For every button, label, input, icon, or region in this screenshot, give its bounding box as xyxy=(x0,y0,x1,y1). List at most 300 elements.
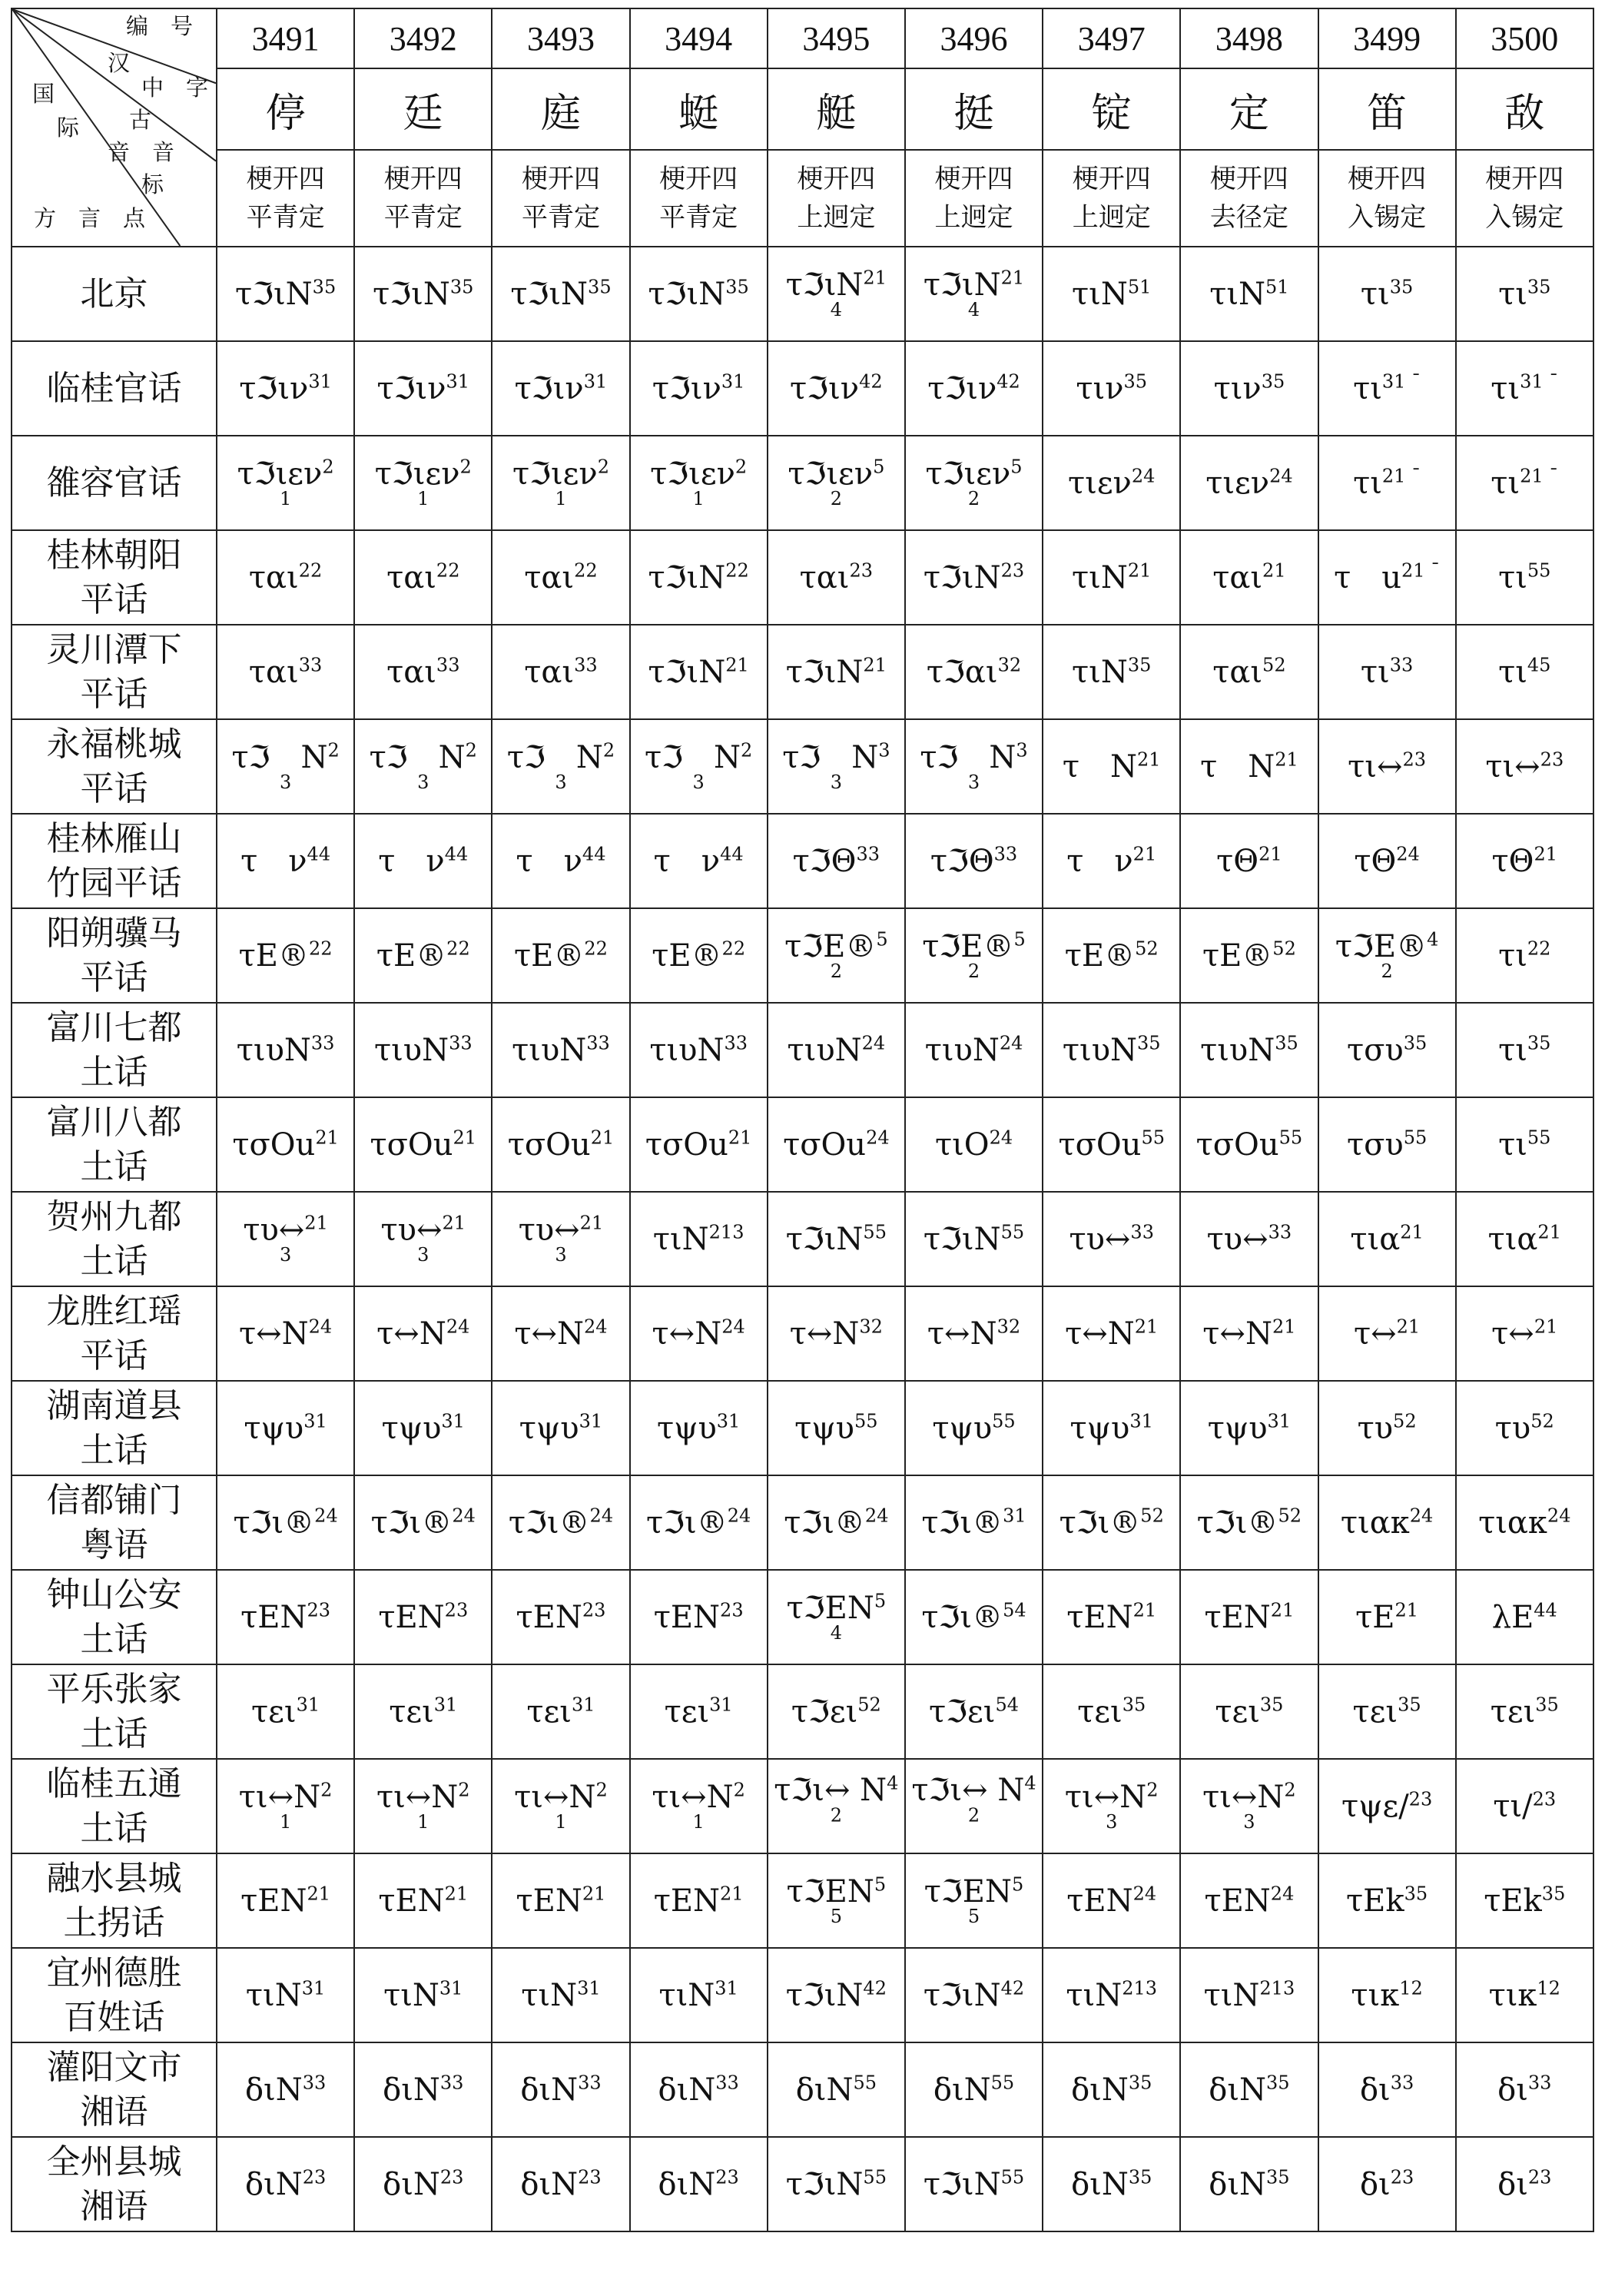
tone-value: 31 xyxy=(583,370,608,393)
ipa-transcription: τι↔ xyxy=(1348,748,1403,785)
ipa-transcription: τℑΕΝ xyxy=(786,1590,874,1626)
ipa-cell xyxy=(217,1570,354,1664)
ipa-cell xyxy=(905,1192,1043,1286)
tone-value: 22 xyxy=(721,937,746,960)
ipa-transcription: τσΟu xyxy=(783,1126,867,1163)
ipa-transcription: τℑιN xyxy=(923,559,1001,596)
tone-subscript: 1 xyxy=(692,487,705,509)
tone-value: 22 xyxy=(1527,937,1551,960)
ipa-transcription: τυ↔ xyxy=(1206,1221,1268,1257)
ipa-transcription: τιεν xyxy=(1205,465,1270,501)
ipa-cell xyxy=(1318,436,1456,530)
dialect-name xyxy=(12,1097,217,1192)
tone-value: 24 xyxy=(314,1505,338,1527)
tone-value: 21 xyxy=(1400,1221,1424,1243)
dialect-name-line2: 土话 xyxy=(80,1241,148,1281)
ipa-cell xyxy=(905,2042,1043,2137)
header-number: 3496 xyxy=(905,8,1043,68)
ipa-transcription: ται xyxy=(386,654,436,690)
ipa-transcription: τℑιεν xyxy=(374,456,460,492)
dialect-name-line1: 桂林朝阳 xyxy=(46,535,182,575)
tone-value: 12 xyxy=(1399,1977,1423,1999)
ipa-cell xyxy=(492,2137,629,2231)
tone-value: 31 xyxy=(577,1977,601,1999)
ipa-transcription: διN xyxy=(1071,2166,1129,2202)
table-row xyxy=(12,247,1593,341)
corner-label-guo: 国 xyxy=(32,81,55,107)
tone-value: 5 xyxy=(874,1590,887,1612)
tone-value: 2 xyxy=(1284,1779,1296,1801)
ipa-cell xyxy=(905,1097,1043,1192)
dialect-name-line1: 富川八都 xyxy=(46,1102,182,1142)
tone-value: 23 xyxy=(307,1599,331,1621)
tone-value: 23 xyxy=(578,2166,602,2188)
tone-value: 35 xyxy=(1122,1694,1146,1716)
ipa-cell xyxy=(768,2042,905,2137)
tone-value: 22 xyxy=(446,937,470,960)
mc-rhyme-line: 梗开四 xyxy=(659,164,738,194)
ipa-cell xyxy=(1318,1286,1456,1381)
ipa-transcription: διN xyxy=(658,2072,716,2108)
tone-value: 44 xyxy=(720,843,744,865)
ipa-transcription: τΕk xyxy=(1484,1883,1542,1919)
ipa-cell xyxy=(1180,247,1318,341)
dialect-name-line1: 湖南道县 xyxy=(46,1385,182,1425)
tone-value: 23 xyxy=(1540,748,1564,771)
tone-value: 21 xyxy=(307,1883,331,1905)
dialect-name-line1: 临桂五通 xyxy=(46,1763,182,1803)
ipa-transcription: τιN xyxy=(521,1977,578,2013)
tone-value: 23 xyxy=(582,1599,606,1621)
ipa-transcription: τιυN xyxy=(1200,1032,1275,1068)
ipa-cell xyxy=(1456,814,1593,908)
ipa-transcription: τΕΝ xyxy=(1204,1599,1271,1635)
ipa-cell xyxy=(492,1097,629,1192)
dialect-name-line2: 土话 xyxy=(80,1808,148,1848)
ipa-cell xyxy=(630,1192,768,1286)
ipa-transcription: τι↔ xyxy=(1485,748,1540,785)
ipa-cell xyxy=(492,1003,629,1097)
corner-label-gu: 古 xyxy=(129,107,152,133)
tone-value: 35 xyxy=(1128,2072,1152,2094)
tone-value: 42 xyxy=(863,1977,887,1999)
dialect-name xyxy=(12,1570,217,1664)
ipa-cell xyxy=(1180,1097,1318,1192)
table-row xyxy=(12,625,1593,719)
tone-value: 21 xyxy=(1132,843,1157,865)
ipa-cell xyxy=(1043,1192,1180,1286)
tone-value: 21 xyxy=(1534,1316,1558,1338)
ipa-cell xyxy=(217,2042,354,2137)
ipa-transcription: τℑιν xyxy=(927,370,997,406)
tone-value: 21 xyxy=(720,1883,744,1905)
ipa-transcription: τℑιN xyxy=(234,276,313,312)
ipa-cell xyxy=(1456,1570,1593,1664)
dialect-name-line1: 宜州德胜 xyxy=(46,1953,182,1992)
ipa-cell xyxy=(905,1759,1043,1853)
ipa-transcription: διN xyxy=(244,2072,303,2108)
tone-value: 52 xyxy=(857,1694,881,1716)
ipa-cell xyxy=(1180,814,1318,908)
dialect-name-line2: 平话 xyxy=(80,1335,148,1375)
ipa-cell xyxy=(1180,341,1318,436)
ipa-transcription: τσΟu xyxy=(1058,1126,1142,1163)
tone-value: 54 xyxy=(995,1694,1020,1716)
ipa-cell xyxy=(217,247,354,341)
ipa-transcription: τℑι® xyxy=(921,1599,1003,1635)
ipa-transcription: τιΟ xyxy=(934,1126,990,1163)
ipa-cell xyxy=(1180,1003,1318,1097)
tone-value: 33 xyxy=(1389,654,1414,676)
mc-rhyme-line: 梗开四 xyxy=(1348,164,1427,194)
ipa-cell xyxy=(768,341,905,436)
ipa-transcription: τι xyxy=(1498,937,1527,974)
ipa-transcription: τιυN xyxy=(236,1032,311,1068)
ipa-cell xyxy=(630,1003,768,1097)
dialect-name-line2: 平话 xyxy=(80,674,148,714)
ipa-cell xyxy=(905,1853,1043,1948)
ipa-cell xyxy=(217,1097,354,1192)
ipa-cell xyxy=(905,1003,1043,1097)
ipa-cell xyxy=(905,1381,1043,1475)
dialect-name xyxy=(12,2137,217,2231)
ipa-cell xyxy=(1180,1664,1318,1759)
ipa-cell xyxy=(1180,1381,1318,1475)
ipa-transcription: τι/ xyxy=(1493,1788,1533,1824)
ipa-cell xyxy=(630,1097,768,1192)
ipa-transcription: τ ν xyxy=(653,843,721,879)
ipa-transcription: τΕΝ xyxy=(1066,1883,1133,1919)
tone-value: 24 xyxy=(721,1316,745,1338)
header-row-numbers xyxy=(12,8,1593,68)
ipa-cell xyxy=(492,436,629,530)
tone-subscript: 3 xyxy=(279,1243,292,1266)
ipa-cell xyxy=(492,247,629,341)
ipa-transcription: τ↔N xyxy=(789,1316,860,1352)
tone-value: 21 xyxy=(1534,843,1558,865)
ipa-cell xyxy=(768,530,905,625)
tone-value: 35 xyxy=(449,276,474,298)
tone-value: 21 xyxy=(579,1212,604,1234)
ipa-cell xyxy=(1318,1381,1456,1475)
ipa-cell xyxy=(1043,625,1180,719)
ipa-transcription: τει xyxy=(664,1694,710,1730)
ipa-transcription: τ N xyxy=(1200,748,1275,785)
tone-value: 21 xyxy=(1127,559,1152,582)
ipa-cell xyxy=(905,2137,1043,2231)
tone-subscript: 4 xyxy=(967,298,980,320)
ipa-cell xyxy=(1318,1192,1456,1286)
tone-value: 21 xyxy=(863,654,887,676)
ipa-transcription: διN xyxy=(795,2072,854,2108)
tone-value: 21 xyxy=(1000,267,1025,289)
ipa-transcription: τι↔N xyxy=(514,1779,596,1815)
ipa-transcription: τσΟu xyxy=(370,1126,453,1163)
tone-value: 33 xyxy=(449,1032,473,1054)
tone-value: 24 xyxy=(727,1505,751,1527)
header-middle-chinese xyxy=(1043,150,1180,247)
ipa-transcription: τℑαι xyxy=(926,654,998,690)
tone-value: 12 xyxy=(1537,1977,1560,1999)
tone-value: 52 xyxy=(1272,937,1296,960)
tone-subscript: 5 xyxy=(830,1905,842,1927)
ipa-transcription: ται xyxy=(524,654,575,690)
ipa-transcription: τℑιν xyxy=(239,370,309,406)
header-middle-chinese xyxy=(1456,150,1593,247)
ipa-transcription: τℑιN xyxy=(923,1221,1001,1257)
tone-subscript: 2 xyxy=(1381,960,1393,982)
ipa-cell xyxy=(217,1948,354,2042)
tone-value: 2 xyxy=(465,739,477,761)
ipa-transcription: τιN xyxy=(1072,276,1128,312)
ipa-transcription: τ↔ xyxy=(1353,1316,1397,1352)
mc-tone-line: 上迥定 xyxy=(797,202,876,233)
tone-subscript: 2 xyxy=(830,960,842,982)
ipa-cell xyxy=(905,1570,1043,1664)
ipa-transcription: τψυ xyxy=(381,1410,442,1446)
dialect-name-line1: 信都铺门 xyxy=(46,1480,182,1520)
ipa-cell xyxy=(630,1570,768,1664)
corner-label-biao: 标 xyxy=(141,171,164,197)
tone-value: 31 xyxy=(1129,1410,1153,1432)
ipa-transcription: τ ν xyxy=(1066,843,1133,879)
tone-value: 31 xyxy=(716,1410,741,1432)
tone-value: 23 xyxy=(720,1599,744,1621)
tone-value: 21 xyxy=(444,1883,469,1905)
mc-rhyme-line: 梗开四 xyxy=(934,164,1013,194)
ipa-cell xyxy=(1043,2042,1180,2137)
ipa-cell xyxy=(905,1664,1043,1759)
tone-value: 21 xyxy=(582,1883,606,1905)
mc-tone-line: 上迥定 xyxy=(1072,202,1151,233)
ipa-transcription: τει xyxy=(1215,1694,1260,1730)
tone-value: 21 xyxy=(1137,748,1161,771)
ipa-cell xyxy=(1318,719,1456,814)
tone-value: 23 xyxy=(715,2166,739,2188)
ipa-cell xyxy=(905,341,1043,436)
ipa-transcription: τιν xyxy=(1213,370,1262,406)
ipa-cell xyxy=(1180,625,1318,719)
ipa-transcription: τψε/ xyxy=(1341,1788,1409,1824)
mc-tone-line: 去径定 xyxy=(1209,202,1288,233)
table-row xyxy=(12,530,1593,625)
ipa-transcription: τψυ xyxy=(656,1410,717,1446)
ipa-cell xyxy=(1456,1192,1593,1286)
ipa-transcription: τιN xyxy=(1072,559,1128,596)
ipa-transcription: τυ↔ xyxy=(518,1212,580,1248)
header-middle-chinese xyxy=(492,150,629,247)
tone-value: 31 xyxy=(308,370,332,393)
tone-value: 21 ¯ xyxy=(1401,559,1441,582)
ipa-cell xyxy=(1043,1286,1180,1381)
tone-value: 31 xyxy=(571,1694,595,1716)
ipa-cell xyxy=(217,1192,354,1286)
corner-label-zhong-zi: 中 字 xyxy=(141,75,209,101)
ipa-cell xyxy=(1180,1475,1318,1570)
tone-value: 35 xyxy=(1127,654,1152,676)
tone-value: 33 xyxy=(1390,2072,1414,2094)
ipa-transcription: τι↔N xyxy=(238,1779,321,1815)
ipa-cell xyxy=(217,814,354,908)
ipa-transcription: τℑ N xyxy=(645,739,741,775)
dialect-name xyxy=(12,2042,217,2137)
table-row xyxy=(12,1759,1593,1853)
ipa-cell xyxy=(354,1853,492,1948)
ipa-cell xyxy=(768,625,905,719)
mc-rhyme-line: 梗开四 xyxy=(1072,164,1151,194)
ipa-cell xyxy=(1043,1759,1180,1853)
ipa-transcription: τℑιεν xyxy=(925,456,1011,492)
ipa-transcription: τσυ xyxy=(1346,1126,1404,1163)
tone-subscript: 1 xyxy=(417,1810,429,1833)
tone-subscript: 1 xyxy=(279,1810,292,1833)
ipa-transcription: τΕΝ xyxy=(1066,1599,1133,1635)
table-row xyxy=(12,1475,1593,1570)
dialect-name-line1: 贺州九都 xyxy=(46,1196,182,1236)
mc-rhyme-line: 梗开四 xyxy=(521,164,600,194)
tone-value: 52 xyxy=(1135,937,1159,960)
tone-subscript: 3 xyxy=(417,1243,429,1266)
tone-value: 35 xyxy=(1128,2166,1152,2188)
ipa-transcription: τℑι® xyxy=(784,1505,865,1541)
ipa-cell xyxy=(492,1853,629,1948)
ipa-transcription: τℑι® xyxy=(370,1505,453,1541)
ipa-transcription: τιN xyxy=(1209,276,1266,312)
ipa-transcription: τℑ N xyxy=(506,739,603,775)
tone-value: 24 xyxy=(864,1505,889,1527)
tone-value: 213 xyxy=(708,1221,744,1243)
corner-label-number: 编 号 xyxy=(126,13,194,39)
ipa-transcription: τιυN xyxy=(373,1032,449,1068)
ipa-cell xyxy=(905,436,1043,530)
ipa-cell xyxy=(492,530,629,625)
tone-value: 33 xyxy=(574,654,598,676)
ipa-cell xyxy=(1043,1381,1180,1475)
mc-tone-line: 平青定 xyxy=(659,202,738,233)
ipa-transcription: τℑΘ xyxy=(930,843,994,879)
dialect-name xyxy=(12,341,217,436)
dialect-comparison-table xyxy=(11,8,1594,2232)
ipa-transcription: τιακ xyxy=(1478,1505,1547,1541)
ipa-transcription: τℑιN xyxy=(785,267,864,303)
ipa-transcription: τιυN xyxy=(649,1032,725,1068)
dialect-name xyxy=(12,1759,217,1853)
mc-tone-line: 平青定 xyxy=(521,202,600,233)
ipa-cell xyxy=(1456,1948,1593,2042)
ipa-transcription: τυ↔ xyxy=(1069,1221,1131,1257)
tone-value: 44 xyxy=(1534,1599,1557,1621)
ipa-cell xyxy=(492,1948,629,2042)
tone-value: 2 xyxy=(602,739,615,761)
tone-value: 24 xyxy=(308,1316,333,1338)
tone-subscript: 3 xyxy=(967,771,980,793)
corner-label-han: 汉 xyxy=(108,50,131,76)
dialect-name-line1: 北京 xyxy=(80,274,148,314)
ipa-cell xyxy=(768,1003,905,1097)
tone-value: 33 xyxy=(1130,1221,1154,1243)
header-character: 敌 xyxy=(1456,68,1593,150)
ipa-transcription: τℑιν xyxy=(652,370,721,406)
ipa-transcription: τΘ xyxy=(1354,843,1397,879)
tone-value: 51 xyxy=(1127,276,1152,298)
tone-subscript: 3 xyxy=(417,771,429,793)
ipa-transcription: τει xyxy=(389,1694,434,1730)
ipa-transcription: διN xyxy=(383,2166,440,2202)
tone-value: 5 xyxy=(1012,1873,1024,1896)
tone-value: 2 xyxy=(322,456,334,478)
ipa-transcription: τει xyxy=(526,1694,572,1730)
ipa-transcription: τ↔N xyxy=(238,1316,309,1352)
ipa-cell xyxy=(1180,436,1318,530)
tone-value: 33 xyxy=(302,2072,327,2094)
ipa-cell xyxy=(1180,530,1318,625)
tone-value: 44 xyxy=(582,843,606,865)
tone-value: 21 xyxy=(1272,1316,1296,1338)
ipa-cell xyxy=(1318,247,1456,341)
ipa-transcription: δι xyxy=(1497,2072,1528,2108)
ipa-cell xyxy=(354,719,492,814)
mc-rhyme-line: 梗开四 xyxy=(1485,164,1564,194)
ipa-transcription: διN xyxy=(244,2166,303,2202)
ipa-transcription: τι↔N xyxy=(1064,1779,1147,1815)
ipa-transcription: διN xyxy=(658,2166,716,2202)
ipa-cell xyxy=(630,1475,768,1570)
ipa-cell xyxy=(630,1759,768,1853)
ipa-cell xyxy=(768,2137,905,2231)
ipa-cell xyxy=(1043,341,1180,436)
ipa-transcription: τ↔N xyxy=(376,1316,446,1352)
ipa-cell xyxy=(630,1853,768,1948)
ipa-cell xyxy=(354,1097,492,1192)
header-number: 3495 xyxy=(768,8,905,68)
ipa-cell xyxy=(1318,2042,1456,2137)
ipa-cell xyxy=(1043,436,1180,530)
tone-value: 213 xyxy=(1259,1977,1295,1999)
tone-value: 5 xyxy=(873,456,885,478)
ipa-transcription: τℑι↔ N xyxy=(911,1772,1025,1808)
ipa-cell xyxy=(354,341,492,436)
ipa-transcription: τℑιν xyxy=(790,370,860,406)
tone-subscript: 3 xyxy=(692,771,705,793)
tone-value: 2 xyxy=(320,1779,333,1801)
ipa-transcription: τΕΝ xyxy=(1204,1883,1271,1919)
ipa-transcription: τι xyxy=(1353,370,1382,406)
dialect-name xyxy=(12,1286,217,1381)
ipa-transcription: τι↔N xyxy=(652,1779,734,1815)
tone-value: 5 xyxy=(876,928,888,951)
ipa-cell xyxy=(492,1570,629,1664)
ipa-cell xyxy=(217,1853,354,1948)
dialect-name-line1: 融水县城 xyxy=(46,1858,182,1898)
ipa-transcription: τυ xyxy=(1357,1410,1394,1446)
dialect-name xyxy=(12,908,217,1003)
ipa-cell xyxy=(1456,625,1593,719)
tone-value: 51 xyxy=(1265,276,1289,298)
tone-subscript: 1 xyxy=(417,487,429,509)
tone-value: 33 xyxy=(439,2072,464,2094)
ipa-transcription: τℑΘ xyxy=(792,843,857,879)
ipa-cell xyxy=(492,814,629,908)
tone-value: 52 xyxy=(1530,1410,1554,1432)
header-number: 3493 xyxy=(492,8,629,68)
ipa-cell xyxy=(1456,1853,1593,1948)
ipa-transcription: τει xyxy=(251,1694,297,1730)
ipa-cell xyxy=(630,908,768,1003)
ipa-cell xyxy=(905,625,1043,719)
table-row xyxy=(12,1853,1593,1948)
tone-value: 55 xyxy=(1527,1126,1551,1149)
ipa-cell xyxy=(1043,247,1180,341)
